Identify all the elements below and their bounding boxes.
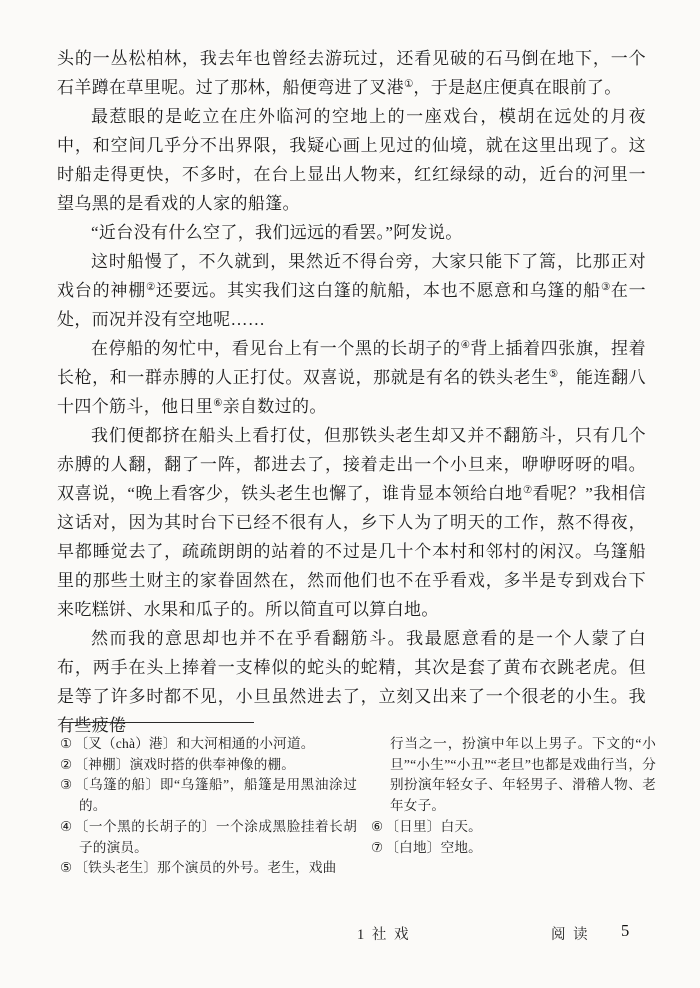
paragraph-continued: 头的一丛松柏林，我去年也曾经去游玩过，还看见破的石马倒在地下，一个石羊蹲在草里呢。过了那林，船便弯进了叉港①，于是赵庄便真在眼前了。 [57,49,646,97]
footnote-6-text: 〔日里〕白天。 [385,818,482,834]
footnote-1-number: ① [60,736,73,751]
footnotes-left-column [60,734,357,879]
footnote-5-text: 〔铁头老生〕那个演员的外号。老生，戏曲 [74,860,337,876]
footnotes-block [60,734,656,879]
footnote-4-number: ④ [60,818,73,834]
footer-section-label: 阅 读 [551,927,590,943]
footnote-4 [60,817,357,858]
paragraph-blackbeard: 在停船的匆忙中，看见台上有一个黑的长胡子的④背上插着四张旗，捏着长枪，和一群赤膊的人正打仗。双喜说，那就是有名的铁头老生⑤，能连翻八十四个筋斗，他日里⑥亲自数过的。 [57,339,647,416]
footnote-separator-rule [62,722,254,723]
footnote-5-continuation: 行当之一，扮演中年以上男子。下文的“小旦”“小生”“小丑”“老旦”也都是戏曲行当，分别扮演年轻女子、年轻男子、滑稽人物、老年女子。 [390,736,656,814]
footnote-2-text: 〔神棚〕演戏时搭的供奉神像的棚。 [74,756,296,772]
footnote-3-number: ③ [60,777,73,793]
footer-page-number: 5 [621,921,630,940]
paragraph-snake-spirit: 然而我的意思却也并不在乎看翻筋斗。我最愿意看的是一个人蒙了白布，两手在头上捧着一支棒似的蛇头的蛇精，其次是套了黄布衣跳老虎。但是等了许多时都不见，小旦虽然进去了，立刻又出来了一个很老的小生。我有些疲倦 [57,629,646,735]
footnote-2 [60,755,357,776]
footnotes-right-column [371,734,656,879]
footnote-1-text: 〔叉（chà）港〕和大河相通的小河道。 [74,736,315,751]
footnote-6 [371,817,656,838]
footnote-3 [60,775,357,816]
footer-lesson-title: 1 社 戏 [357,927,411,943]
paragraph-boat-slow: 这时船慢了，不久就到，果然近不得台旁，大家只能下了篙，比那正对戏台的神棚②还要远。其实我们这白篷的航船，本也不愿意和乌篷的船③在一处，而况并没有空地呢…… [57,252,646,329]
footnote-7-text: 〔白地〕空地。 [385,839,482,855]
footnote-7 [371,838,656,859]
footnote-2-number: ② [60,756,73,772]
footnote-3-text: 〔乌篷的船〕即“乌篷船”，船篷是用黑油涂过的。 [74,777,358,814]
paragraph-stage: 最惹眼的是屹立在庄外临河的空地上的一座戏台，模胡在远处的月夜中，和空间几乎分不出界限，我疑心画上见过的仙境，就在这里出现了。这时船走得更快，不多时，在台上显出人物来，红红绿绿的动，近台的河里一望乌黑的是看戏的人家的船篷。 [57,107,646,213]
footnote-7-number: ⑦ [371,839,384,855]
footnote-4-text: 〔一个黑的长胡子的〕一个涂成黑脸挂着长胡子的演员。 [74,818,358,855]
main-text-block [57,44,646,740]
footnote-5-number: ⑤ [60,860,73,876]
footnote-6-number: ⑥ [371,818,384,834]
paragraph-watching-fight: 我们便都挤在船头上看打仗，但那铁头老生却又并不翻筋斗，只有几个赤膊的人翻，翻了一阵，都进去了，接着走出一个小旦来，咿咿呀呀的唱。双喜说，“晚上看客少，铁头老生也懈了，谁肯显本领给白地⑦看呢？”我相信这话对，因为其时台下已经不很有人，乡下人为了明天的工作，熬不得夜，早都睡觉去了，疏疏朗朗的站着的不过是几十个本村和邻村的闲汉。乌篷船里的那些土财主的家眷固然在，然而他们也不在乎看戏，多半是专到戏台下来吃糕饼、水果和瓜子的。所以简直可以算白地。 [57,426,646,619]
footnote-1 [60,734,357,755]
page-footer [0,923,700,947]
paragraph-quote-afa: “近台没有什么空了，我们远远的看罢。”阿发说。 [91,223,463,242]
footnote-5 [60,858,357,879]
